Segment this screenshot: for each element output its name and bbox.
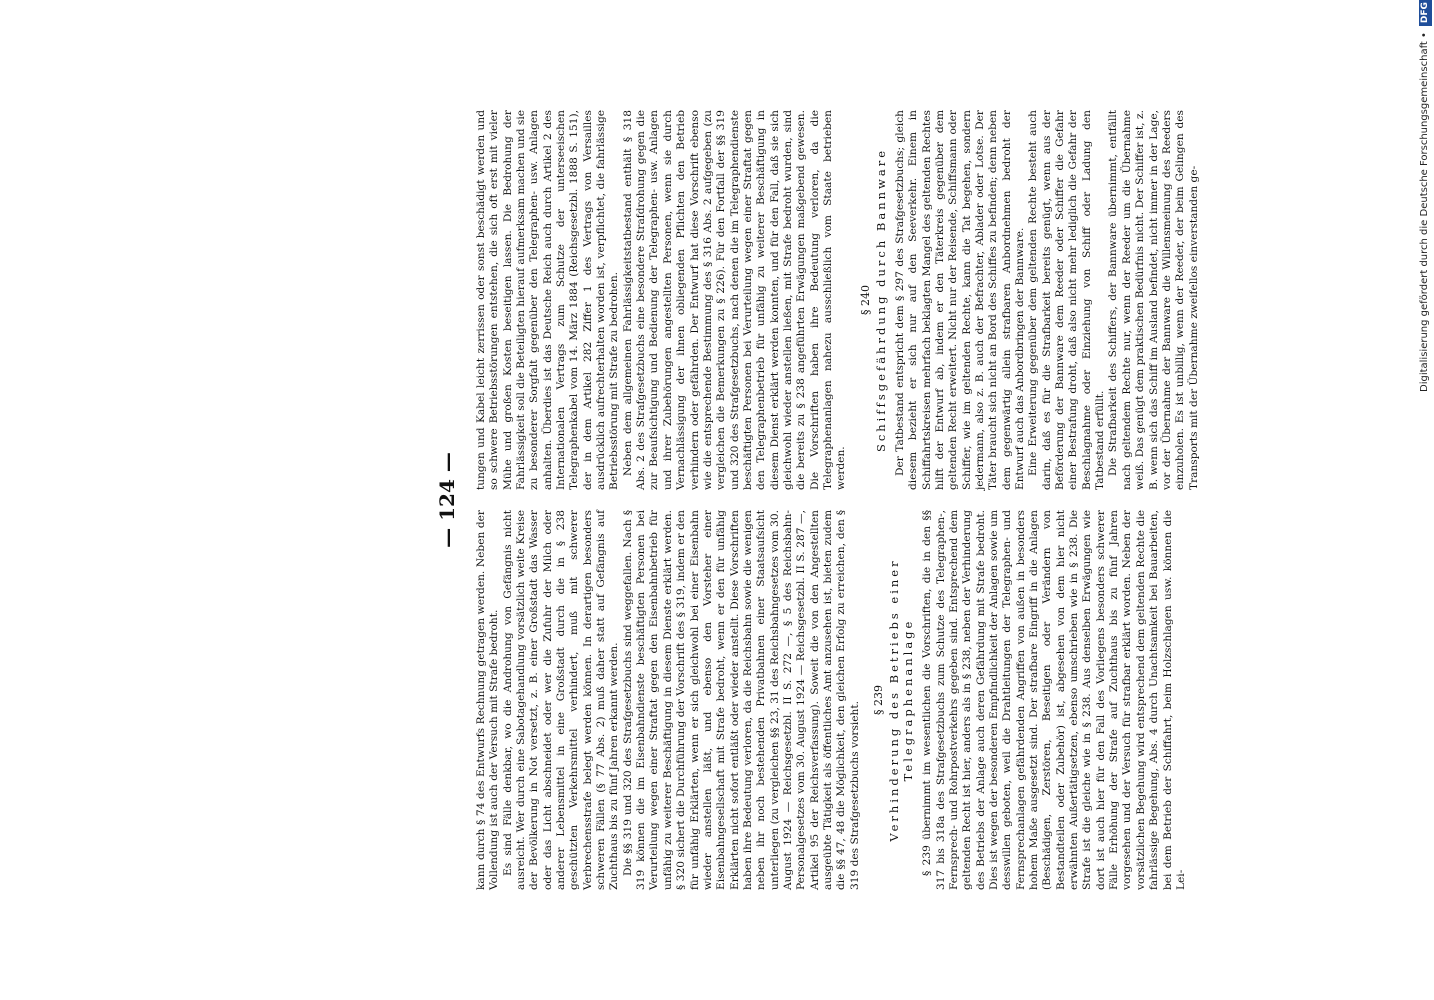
paragraph: Die Strafbarkeit des Schiffers, der Bannware übernimmt, entfällt nach geltendem Rechte nur, wenn der Reeder um die Übernahme weiß. Das genügt dem praktischen Bedürfnis nicht. Der Schiffer ist, z. B. wenn sich das Schiff im Ausland befindet, nicht immer in der Lage, vor der Übernahme der Bannware die Willensmeinung des Reeders einzuholen. Es ist unbillig, wenn der Reeder, der beim Gelingen des Transports mit der Übernahme zweifellos einverstanden ge- (1107, 110, 1200, 490)
paragraph: § 239 übernimmt im wesentlichen die Vorschriften, die in den §§ 317 bis 318a des Strafgesetzbuchs zum Schutze des Telegraphen-, Fernsprech- und Rohrpostverkehrs gegeben sind. Entsprechend dem geltenden Recht ist hier, anders als in § 238, neben der Verhinderung des Betriebs der Anlage auch deren Gefährdung mit Strafe bedroht. Dies ist wegen der besonderen Empfindlichkeit der Anlagen sowie um desswillen geboten, weil die Drahtleitungen der Telegraphen- und Fernsprechanlagen gefährdenden Angriffen von außen in besonders hohem Maße ausgesetzt sind. Der strafbare Eingriff in die Anlagen (Beschädigen, Zerstören, Beseitigen oder Verändern von Bestandteilen oder Zubehör) ist, abgesehen von dem hier nicht erwähnten Außertätigsetzen, ebenso umschrieben wie in § 238. Die Strafe ist die gleiche wie in § 238. Aus denselben Erwägungen wie dort ist auch hier für den Fall des Vorliegens besonders schwerer Fälle Erhöhung der Strafe auf Zuchthaus bis zu fünf Jahren vorgesehen und der Versuch für strafbar erklärt worden. Neben der vorsätzlichen Begehung wird entsprechend dem geltenden Rechte die fahrlässige Begehung, Abs. 4 durch Unachtsamkeit bei Bauarbeiten, bei dem Betrieb der Schiffahrt, beim Holzschlagen usw. können die Lei- (921, 510, 1187, 890)
page-number: — 124 — (435, 452, 459, 548)
section-heading-240: Schiffsgefährdung durch Bannware (873, 147, 888, 453)
paragraph: kann durch § 74 des Entwurfs Rechnung getragen werden. Neben der Vollendung ist auch der Versuch mit Strafe bedroht. (475, 510, 501, 890)
attribution-line (1418, 2, 1432, 992)
section-heading-239: Verhinderung des Betriebs einer Telegraphenanlage (887, 558, 916, 842)
left-text-column (475, 510, 1187, 890)
section-number-240: § 240 (858, 285, 872, 315)
section-number-239: § 239 (871, 685, 885, 715)
book-page (435, 100, 1200, 900)
attribution-text: Digitalisierung gefördert durch die Deutsche Forschungsgemeinschaft • (1419, 32, 1430, 392)
paragraph: Der Tatbestand entspricht dem § 297 des Strafgesetzbuchs; gleich diesem bezieht er sich nur auf den Seeverkehr. Einem in Schiffahrtskreisen mehrfach beklagten Mangel des geltenden Rechtes hilft der Entwurf ab, indem er den Täterkreis gegenüber dem geltenden Recht erweitert. Nicht nur der Reisende, Schiffsmann oder Schiffer, wie im geltenden Rechte, kann die Tat begehen, sondern jedermann, also z. B. auch der Befrachter, Ablader oder Lotse. Der Täter braucht sich nicht an Bord des Schiffes zu befinden; denn neben dem gegenwärtig allein strafbaren Anbordnehmen bedroht der Entwurf auch das Anbordbringen der Bannware. (893, 110, 1027, 490)
dfg-logo-icon: DFG (1419, 0, 1432, 26)
right-text-column (475, 110, 1200, 490)
paragraph: Eine Erweiterung gegenüber dem geltenden Rechte besteht auch darin, daß es für die Strafbarkeit bereits genügt, wenn aus der Beförderung der Bannware dem Reeder oder Schiffer die Gefahr einer Bestrafung droht, daß also nicht mehr lediglich die Gefahr der Beschlagnahme oder Einziehung von Schiff oder Ladung den Tatbestand erfüllt. (1027, 110, 1107, 490)
paragraph: Neben dem allgemeinen Fahrlässigkeitstatbestand enthält § 318 Abs. 2 des Strafgesetzbuchs eine besondere Strafdrohung gegen die zur Beaufsichtigung und Bedienung der Telegraphen- usw. Anlagen und ihrer Zubehörungen angestellten Personen, wenn sie durch Vernachlässigung der ihnen obliegenden Pflichten den Betrieb verhindern oder gefährden. Der Entwurf hat diese Vorschrift ebenso wie die entsprechende Bestimmung des § 316 Abs. 2 aufgegeben (zu vergleichen die Bemerkungen zu § 226). Für den Fortfall der §§ 319 und 320 des Strafgesetzbuchs, nach denen die im Telegraphendienste beschäftigten Personen bei Verurteilung wegen einer Straftat gegen den Telegraphenbetrieb für unfähig zu weiterer Beschäftigung in diesem Dienst erklärt werden konnten, und für den Fall, daß sie sich gleichwohl wieder anstellen ließen, mit Strafe bedroht wurden, sind die bereits zu § 238 angeführten Erwägungen maßgebend gewesen. Die Vorschriften haben ihre Bedeutung verloren, da die Telegraphenanlagen nahezu ausschließlich vom Staate betrieben werden. (621, 110, 848, 490)
paragraph: tungen und Kabel leicht zerrissen oder sonst beschädigt werden und so schwere Betriebsstörungen entstehen, die sich oft erst mit vieler Mühe und großen Kosten beseitigen lassen. Die Bedrohung der Fahrlässigkeit soll die Beteiligten hierauf aufmerksam machen und sie zu besonderer Sorgfalt gegenüber den Telegraphen- usw. Anlagen anhalten. Überdies ist das Deutsche Reich auch durch Artikel 2 des Internationalen Vertrags zum Schutze der unterseeischen Telegraphenkabel vom 14. März 1884 (Reichsgesetzbl. 1888 S. 151), der in dem Artikel 282 Ziffer 1 des Vertrags von Versailles ausdrücklich aufrechterhalten worden ist, verpflichtet, die fahrlässige Betriebsstörung mit Strafe zu bedrohen. (475, 110, 621, 490)
paragraph: Die §§ 319 und 320 des Strafgesetzbuchs sind weggefallen. Nach § 319 können die im Eisenbahndienste beschäftigten Personen bei Verurteilung wegen einer Straftat gegen den Eisenbahnbetrieb für unfähig zu weiterer Beschäftigung in diesem Dienste erklärt werden. § 320 sichert die Durchführung der Vorschrift des § 319, indem er den für unfähig Erklärten, wenn er sich gleichwohl bei einer Eisenbahn wieder anstellen läßt, und ebenso den Vorsteher einer Eisenbahngesellschaft mit Strafe bedroht, wenn er den für unfähig Erklärten nicht sofort entläßt oder wieder anstellt. Diese Vorschriften haben ihre Bedeutung verloren, da die Reichsbahn sowie die wenigen neben ihr noch bestehenden Privatbahnen einer Staatsaufsicht unterliegen (zu vergleichen §§ 23, 31 des Reichsbahngesetzes vom 30. August 1924 — Reichsgesetzbl. II S. 272 —, § 5 des Reichsbahn-Personalgesetzes vom 30. August 1924 — Reichsgesetzbl. II S. 287 —, Artikel 95 der Reichsverfassung). Soweit die von den Angestellten ausgeübte Tätigkeit als öffentliches Amt anzusehen ist, bieten zudem die §§ 47, 48 die Möglichkeit, den gleichen Erfolg zu erreichen, den § 319 des Strafgesetzbuchs vorsieht. (621, 510, 861, 890)
paragraph: Es sind Fälle denkbar, wo die Androhung von Gefängnis nicht ausreicht. Wer durch eine Sabotagehandlung vorsätzlich weite Kreise der Bevölkerung in Not versetzt, z. B. einer Großstadt das Wasser oder das Licht abschneidet oder wer die Zufuhr der Milch oder anderer Lebensmittel in eine Großstadt durch die in § 238 geschützten Verkehrsmittel verhindert, muß mit schwerer Verbrechensstrafe belegt werden können. In derartigen besonders schweren Fällen (§ 77 Abs. 2) muß daher statt auf Gefängnis auf Zuchthaus bis zu fünf Jahren erkannt werden. (501, 510, 621, 890)
digitization-attribution (1417, 2, 1433, 992)
